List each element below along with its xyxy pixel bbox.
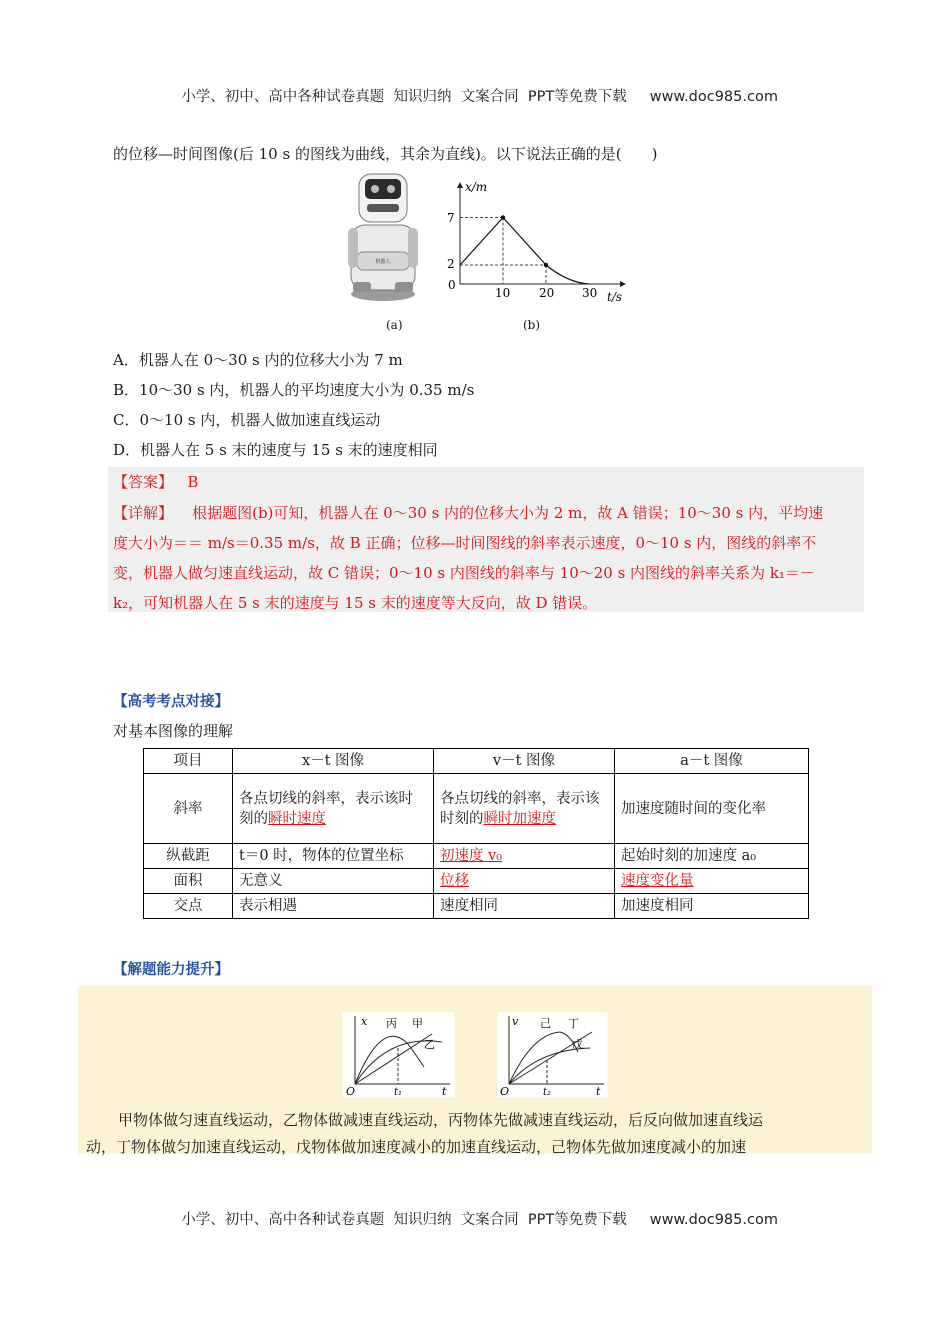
- graph1-t-mark: t₁: [394, 1087, 403, 1098]
- robot-left-eye: [371, 185, 379, 193]
- table-cell: 各点切线的斜率，表示该时刻的瞬时加速度: [434, 774, 615, 844]
- table-header: 项目: [144, 749, 233, 774]
- robot-mouth: [367, 204, 399, 212]
- table-header-row: [144, 749, 809, 774]
- table-cell: [434, 844, 615, 869]
- x-tick-10: 10: [495, 286, 511, 300]
- explain-text-1: 根据题图(b)可知，机器人在 0～30 s 内的位移大小为 2 m，故 A 错误；10～30 s 内，平均速: [192, 504, 824, 522]
- x-tick-30: 30: [582, 286, 598, 300]
- y-tick-7: 7: [447, 211, 455, 225]
- table-cell: 表示相遇: [233, 894, 434, 919]
- graph2-t-label: t: [596, 1085, 601, 1098]
- option-b: B．10～30 s 内，机器人的平均速度大小为 0.35 m/s: [113, 381, 475, 399]
- underlined-answer: 速度变化量: [621, 873, 694, 889]
- comparison-table: [143, 748, 809, 919]
- graph1-t-label: t: [442, 1085, 447, 1098]
- series-segment-10-20: [503, 218, 546, 266]
- table-cell: 加速度相同: [615, 894, 809, 919]
- answer-value: B: [187, 473, 199, 491]
- option-d: D．机器人在 5 s 末的速度与 15 s 末的速度相同: [113, 441, 438, 459]
- y-axis-label: x/m: [465, 180, 488, 194]
- motion-graphs: [342, 1012, 610, 1098]
- table-cell: 无意义: [233, 869, 434, 894]
- underlined-answer: 瞬时加速度: [483, 810, 556, 827]
- option-a: A．机器人在 0～30 s 内的位移大小为 7 m: [113, 351, 403, 369]
- x-tick-20: 20: [539, 286, 555, 300]
- caption-a: (a): [386, 318, 403, 332]
- robot-right-arm: [408, 228, 418, 268]
- graph1-label-yi: 乙: [424, 1038, 435, 1051]
- explanation-para-line-2: 动，丁物体做匀加速直线运动，戊物体做加速度减小的加速直线运动，己物体先做加速度减小的加速: [86, 1138, 747, 1156]
- underlined-answer: 位移: [440, 873, 469, 889]
- table-cell: 面积: [144, 869, 233, 894]
- underlined-answer: 瞬时速度: [268, 810, 326, 827]
- series-segment-0-10: [460, 218, 503, 266]
- data-point-20: [544, 263, 548, 267]
- robot-right-eye: [387, 185, 395, 193]
- table-header: x－t 图像: [233, 749, 434, 774]
- graph2-label-ding: 丁: [568, 1017, 579, 1030]
- y-tick-2: 2: [447, 257, 455, 271]
- table-cell: [615, 869, 809, 894]
- data-point-10: [501, 215, 505, 219]
- section1-title: 【高考考点对接】: [113, 694, 229, 710]
- answer-label: 【答案】: [113, 473, 174, 491]
- robot-figure: [345, 170, 420, 302]
- robot-left-wheel: [353, 282, 371, 292]
- footer-text: 小学、初中、高中各种试卷真题 知识归纳 文案合同 PPT等免费下载: [181, 1212, 627, 1228]
- underlined-answer: 初速度 v₀: [440, 848, 503, 864]
- page-footer: [0, 1192, 950, 1229]
- table-row: [144, 869, 809, 894]
- section2-title: 【解题能力提升】: [113, 962, 229, 978]
- explain-line-3: 变，机器人做匀速直线运动，故 C 错误；0～10 s 内图线的斜率与 10～20 s 内图线的斜率关系为 k₁＝－: [113, 564, 815, 582]
- table-row: [144, 894, 809, 919]
- table-cell: 纵截距: [144, 844, 233, 869]
- table-row: [144, 774, 809, 844]
- header-text: 小学、初中、高中各种试卷真题 知识归纳 文案合同 PPT等免费下载: [181, 89, 627, 105]
- table-cell: 速度相同: [434, 894, 615, 919]
- x-axis-label: t/s: [607, 290, 623, 304]
- table-cell: 加速度随时间的变化率: [615, 774, 809, 844]
- page-header: [0, 69, 950, 106]
- question-stem: 的位移—时间图像(后 10 s 的图线为曲线，其余为直线)。以下说法正确的是( ): [113, 145, 658, 163]
- graph1-label-bing: 丙: [386, 1017, 397, 1030]
- table-cell: 起始时刻的加速度 a₀: [615, 844, 809, 869]
- explain-line-2: 度大小为＝＝ m/s＝0.35 m/s，故 B 正确；位移—时间图线的斜率表示速度，0～10 s 内，图线的斜率不: [113, 534, 817, 552]
- explain-label: 【详解】: [113, 504, 174, 522]
- table-cell: [434, 869, 615, 894]
- caption-b: (b): [523, 318, 541, 332]
- graph2-y-label: v: [512, 1015, 519, 1028]
- series-curve-20-30: [546, 265, 589, 284]
- xt-chart: [435, 175, 640, 305]
- explain-line-4: k₂，可知机器人在 5 s 末的速度与 15 s 末的速度等大反向，故 D 错误。: [113, 594, 598, 612]
- table-header: v－t 图像: [434, 749, 615, 774]
- graph1-origin: O: [346, 1085, 356, 1098]
- graph1-label-jia: 甲: [412, 1017, 423, 1030]
- graph2-t-mark: t₂: [543, 1087, 552, 1098]
- robot-left-arm: [348, 228, 358, 268]
- explain-line-1: [113, 502, 823, 523]
- table-cell: t＝0 时，物体的位置坐标: [233, 844, 434, 869]
- explanation-para-line-1: 甲物体做匀速直线运动，乙物体做减速直线运动，丙物体先做减速直线运动，后反向做加速直线运: [118, 1111, 764, 1129]
- option-c: C．0～10 s 内，机器人做加速直线运动: [113, 411, 381, 429]
- table-row: [144, 844, 809, 869]
- footer-site[interactable]: www.doc985.com: [649, 1212, 778, 1228]
- graph2-label-ji: 己: [540, 1017, 551, 1030]
- table-cell: 交点: [144, 894, 233, 919]
- y-tick-0: 0: [448, 278, 456, 292]
- section1-subtitle: 对基本图像的理解: [113, 722, 234, 740]
- robot-right-wheel: [395, 282, 413, 292]
- header-site[interactable]: www.doc985.com: [649, 89, 778, 105]
- graph2-label-wu: 戊: [572, 1038, 583, 1051]
- graph1-y-label: x: [361, 1015, 368, 1028]
- robot-sign: 机器人: [375, 259, 391, 265]
- robot-visor: [365, 179, 401, 199]
- table-cell: 各点切线的斜率，表示该时刻的瞬时速度: [233, 774, 434, 844]
- graph2-origin: O: [500, 1085, 510, 1098]
- table-cell: 斜率: [144, 774, 233, 844]
- answer-line: [113, 471, 198, 492]
- table-header: a－t 图像: [615, 749, 809, 774]
